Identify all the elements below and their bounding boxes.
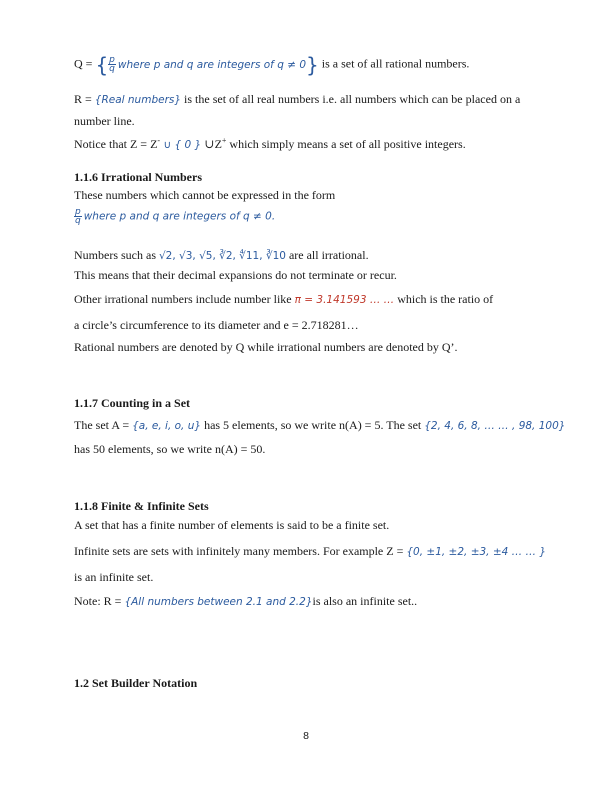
q-frac-den: q — [109, 64, 115, 74]
note-lead: Note: R = — [74, 594, 125, 608]
q-tail: is a set of all rational numbers. — [318, 56, 470, 71]
set-z-expression: {0, ±1, ±2, ±3, ±4 … … } — [406, 546, 547, 558]
examples-tail: are all irrational. — [285, 248, 369, 262]
heading-set-builder-notation: 1.2 Set Builder Notation — [74, 676, 198, 690]
counting-line2: has 50 elements, so we write n(A) = 50. — [74, 442, 266, 456]
q-set-text: where p and q are integers of q ≠ 0 — [117, 58, 307, 71]
finite-line3: is an infinite set. — [74, 570, 154, 584]
finite-line2 — [74, 544, 546, 559]
irrational-form — [74, 208, 275, 225]
r-lead: R = — [74, 92, 95, 106]
pi-expression: π = 3.141593 … … — [294, 294, 395, 306]
r-set-expression: {Real numbers} — [94, 94, 182, 106]
infinite-lead: Infinite sets are sets with infinitely many members. For example Z = — [74, 544, 407, 558]
line4-lead: Other irrational numbers include number like — [74, 292, 295, 306]
counting-lead: The set A = — [74, 418, 133, 432]
set-a-expression: {a, e, i, o, u} — [132, 420, 202, 432]
line4-tail: which is the ratio of — [394, 292, 494, 306]
examples-expression: √2, √3, √5, ∛2, ∜11, ∛10 — [158, 250, 286, 262]
q-lead: Q = — [74, 56, 96, 71]
examples-lead: Numbers such as — [74, 248, 159, 262]
r-definition — [74, 92, 520, 107]
r-definition-cont: number line. — [74, 114, 135, 128]
irrational-line3: This means that their decimal expansions do not terminate or recur. — [74, 268, 397, 282]
irrational-line1: These numbers which cannot be expressed in the form — [74, 188, 336, 202]
heading-irrational-numbers: 1.1.6 Irrational Numbers — [74, 170, 202, 184]
set-r-expression: {All numbers between 2.1 and 2.2} — [124, 596, 313, 608]
r-tail: is the set of all real numbers i.e. all numbers which can be placed on a — [181, 92, 521, 106]
irrational-line5: a circle’s circumference to its diameter and e = 2.718281… — [74, 318, 359, 332]
set-even-expression: {2, 4, 6, 8, … … , 98, 100} — [424, 420, 566, 432]
page-number: 8 — [303, 730, 309, 742]
counting-line1 — [74, 418, 565, 433]
irrational-line4 — [74, 292, 493, 307]
z-note-text2: ∪Z — [204, 137, 222, 151]
irrational-examples — [74, 248, 369, 263]
heading-finite-infinite-sets: 1.1.8 Finite & Infinite Sets — [74, 499, 209, 513]
irrational-line6: Rational numbers are denoted by Q while irrational numbers are denoted by Q’. — [74, 340, 458, 354]
irrational-fraction — [74, 208, 82, 225]
q-definition — [74, 52, 470, 77]
z-sup-plus: + — [221, 136, 227, 145]
irrational-frac-den: q — [75, 216, 81, 226]
z-union-glyph: ∪ { 0 } — [160, 139, 205, 151]
counting-mid: has 5 elements, so we write n(A) = 5. The set — [201, 418, 425, 432]
z-note — [74, 134, 466, 152]
q-frac-num: p — [109, 55, 115, 65]
z-note-text1: Notice that Z = Z — [74, 137, 158, 151]
note-tail: is also an infinite set.. — [312, 594, 418, 608]
q-set-expression: { $\frac{p}{q}$ where p and q are integers of q ≠ 0} — [95, 52, 319, 77]
finite-line1: A set that has a finite number of elements is said to be a finite set. — [74, 518, 390, 532]
irrational-frac-num: p — [75, 207, 81, 217]
finite-note — [74, 594, 417, 609]
irrational-form-text: where p and q are integers of q ≠ 0. — [83, 210, 276, 223]
heading-counting-in-a-set: 1.1.7 Counting in a Set — [74, 396, 191, 410]
z-sup-minus: - — [157, 136, 161, 145]
z-note-text3: which simply means a set of all positive integers. — [226, 137, 466, 151]
q-fraction — [108, 56, 116, 73]
